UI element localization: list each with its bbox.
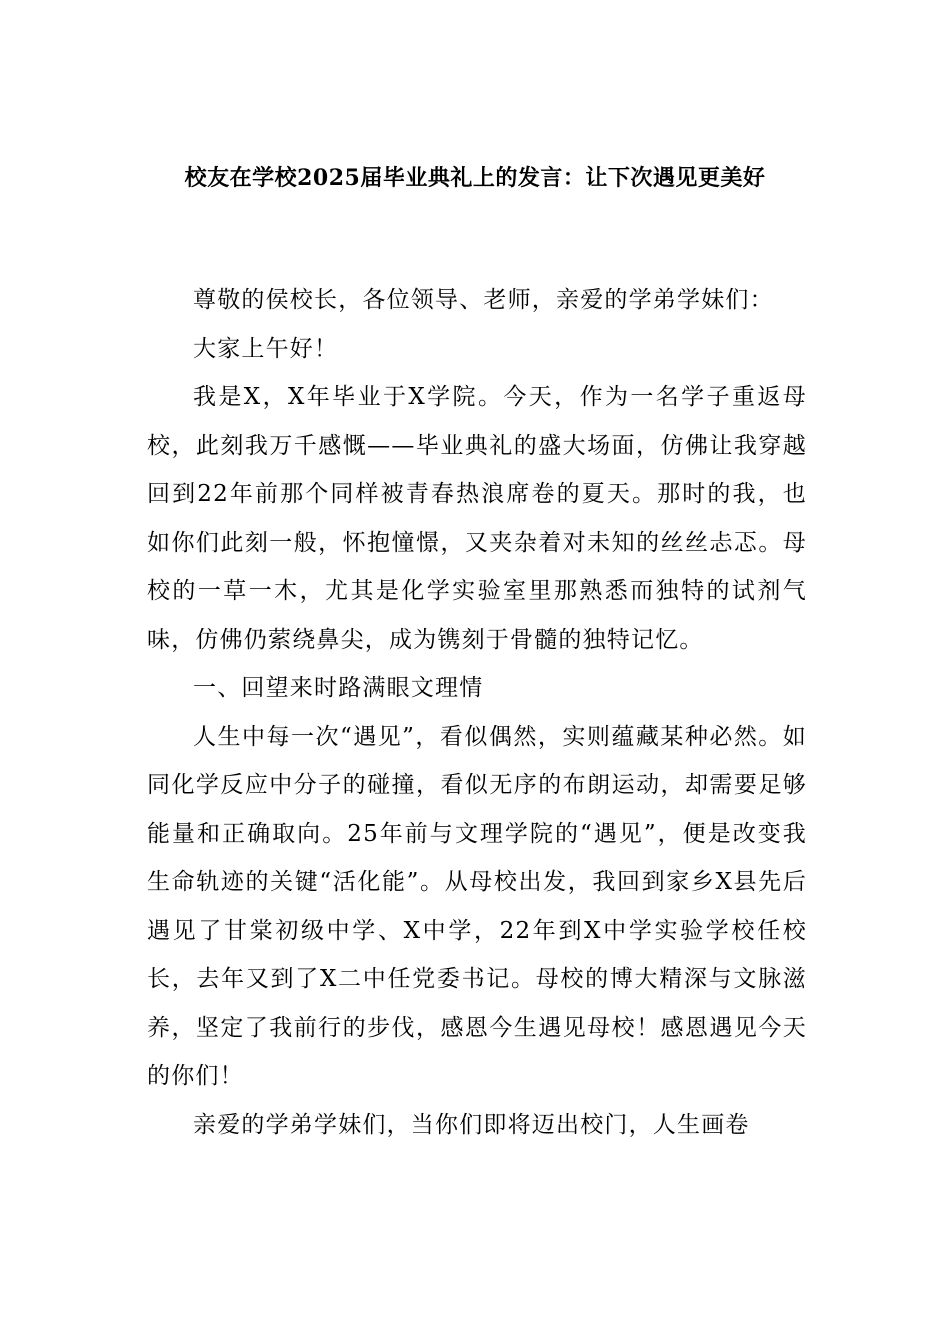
greeting-paragraph: 尊敬的侯校长，各位领导、老师，亲爱的学弟学妹们： (193, 287, 774, 313)
intro-paragraph: 我是X，X年毕业于X学院。今天，作为一名学子重返母校，此刻我万千感慨——毕业典礼的盛大场面，仿佛让我穿越回到22年前那个同样被青春热浪席卷的夏天。那时的我，也如你们此刻一般，怀抱憧憬，又夹杂着对未知的丝丝忐忑。母校的一草一木，尤其是化学实验室里那熟悉而独特的试剂气味，仿佛仍萦绕鼻尖，成为镌刻于骨髓的独特记忆。 (147, 384, 807, 653)
section-heading: 一、回望来时路满眼文理情 (193, 675, 484, 701)
closing-paragraph: 亲爱的学弟学妹们，当你们即将迈出校门，人生画卷 (193, 1111, 750, 1138)
document-body (147, 276, 807, 1149)
salutation-paragraph: 大家上午好！ (193, 335, 339, 362)
document-title: 校友在学校2025届毕业典礼上的发言：让下次遇见更美好 (184, 165, 766, 191)
section-paragraph: 人生中每一次“遇见”，看似偶然，实则蕴藏某种必然。如同化学反应中分子的碰撞，看似无序的布朗运动，却需要足够能量和正确取向。25年前与文理学院的“遇见”，便是改变我生命轨迹的关键“活化能”。从母校出发，我回到家乡X县先后遇见了甘棠初级中学、X中学，22年到X中学实验学校任校长，去年又到了X二中任党委书记。母校的博大精深与文脉滋养，坚定了我前行的步伐，感恩今生遇见母校！感恩遇见今天的你们！ (147, 723, 807, 1089)
